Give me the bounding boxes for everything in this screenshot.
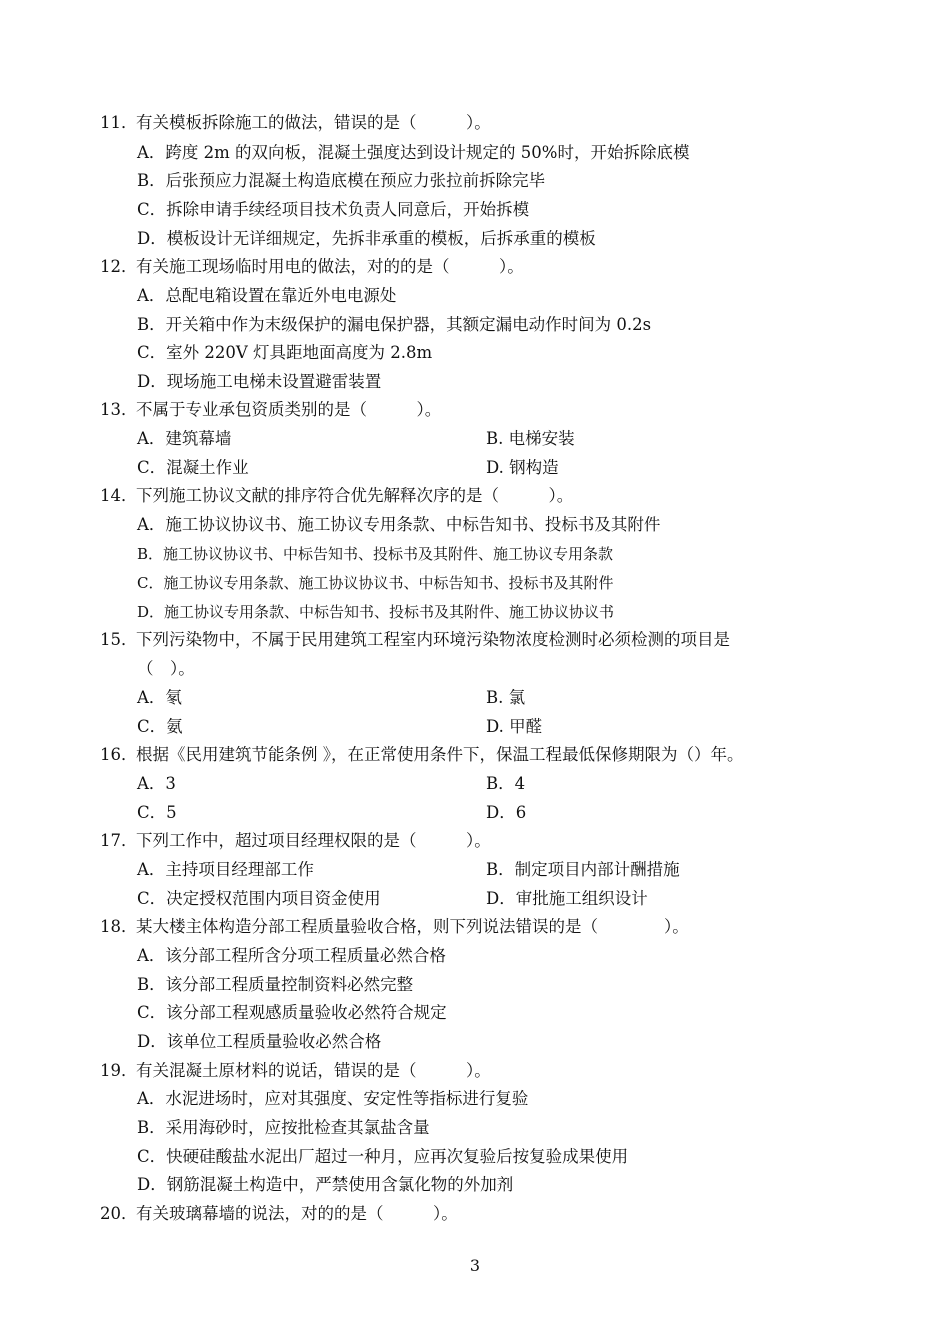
option: A．氡 bbox=[137, 688, 182, 707]
option: C．施工协议专用条款、施工协议协议书、中标告知书、投标书及其附件 bbox=[137, 574, 614, 592]
option: A．总配电箱设置在靠近外电电源处 bbox=[137, 286, 397, 305]
option: A．主持项目经理部工作 bbox=[137, 860, 314, 879]
question-text-continued: （ ）。 bbox=[137, 659, 195, 678]
option: B．后张预应力混凝土构造底模在预应力张拉前拆除完毕 bbox=[137, 171, 546, 190]
question-11: 11．有关模板拆除施工的做法，错误的是（ ）。 bbox=[100, 113, 491, 132]
question-text: 不属于专业承包资质类别的是（ ）。 bbox=[136, 400, 442, 419]
question-13: 13．不属于专业承包资质类别的是（ ）。 bbox=[100, 400, 442, 419]
question-17: 17．下列工作中，超过项目经理权限的是（ ）。 bbox=[100, 831, 491, 850]
question-12: 12．有关施工现场临时用电的做法，对的的是（ ）。 bbox=[100, 257, 524, 276]
question-text: 下列施工协议文献的排序符合优先解释次序的是（ ）。 bbox=[136, 486, 574, 505]
option: B．4 bbox=[486, 774, 526, 793]
option: B．开关箱中作为末级保护的漏电保护器，其额定漏电动作时间为 0.2s bbox=[137, 315, 652, 334]
option: C．室外 220V 灯具距地面高度为 2.8m bbox=[137, 343, 433, 362]
option: D．模板设计无详细规定，先拆非承重的模板，后拆承重的模板 bbox=[137, 229, 596, 248]
option: B．施工协议协议书、中标告知书、投标书及其附件、施工协议专用条款 bbox=[137, 545, 614, 563]
option: B. 氯 bbox=[486, 688, 526, 707]
question-text: 有关模板拆除施工的做法，错误的是（ ）。 bbox=[136, 113, 491, 132]
option: D．审批施工组织设计 bbox=[486, 889, 648, 908]
option: C．该分部工程观感质量验收必然符合规定 bbox=[137, 1003, 447, 1022]
option: D. 钢构造 bbox=[486, 458, 559, 477]
option: A．建筑幕墙 bbox=[137, 429, 232, 448]
question-14: 14．下列施工协议文献的排序符合优先解释次序的是（ ）。 bbox=[100, 486, 574, 505]
option: D．现场施工电梯未设置避雷装置 bbox=[137, 372, 382, 391]
option: B. 电梯安装 bbox=[486, 429, 575, 448]
question-20: 20．有关玻璃幕墙的说法，对的的是（ ）。 bbox=[100, 1204, 458, 1223]
option: A．3 bbox=[137, 774, 176, 793]
question-15: 15．下列污染物中，不属于民用建筑工程室内环境污染物浓度检测时必须检测的项目是 bbox=[100, 630, 730, 649]
question-text: 有关施工现场临时用电的做法，对的的是（ ）。 bbox=[136, 257, 524, 276]
option: B．制定项目内部计酬措施 bbox=[486, 860, 680, 879]
option: A．跨度 2m 的双向板，混凝土强度达到设计规定的 50%时，开始拆除底模 bbox=[137, 143, 690, 162]
option: C．混凝土作业 bbox=[137, 458, 249, 477]
option: D．该单位工程质量验收必然合格 bbox=[137, 1032, 382, 1051]
question-text: 某大楼主体构造分部工程质量验收合格，则下列说法错误的是（ ）。 bbox=[136, 917, 689, 936]
question-text: 根据《民用建筑节能条例 》，在正常使用条件下，保温工程最低保修期限为（）年。 bbox=[136, 745, 744, 764]
option: D．施工协议专用条款、中标告知书、投标书及其附件、施工协议协议书 bbox=[137, 603, 615, 621]
option: B．采用海砂时，应按批检查其氯盐含量 bbox=[137, 1118, 430, 1137]
question-text: 有关玻璃幕墙的说法，对的的是（ ）。 bbox=[136, 1204, 458, 1223]
option: C．决定授权范围内项目资金使用 bbox=[137, 889, 381, 908]
question-text: 下列工作中，超过项目经理权限的是（ ）。 bbox=[136, 831, 491, 850]
option: D．钢筋混凝土构造中，严禁使用含氯化物的外加剂 bbox=[137, 1175, 514, 1194]
question-19: 19．有关混凝土原材料的说话，错误的是（ ）。 bbox=[100, 1061, 491, 1080]
option: A．水泥进场时，应对其强度、安定性等指标进行复验 bbox=[137, 1089, 529, 1108]
option: C．氨 bbox=[137, 717, 183, 736]
question-18: 18．某大楼主体构造分部工程质量验收合格，则下列说法错误的是（ ）。 bbox=[100, 917, 689, 936]
option: D. 甲醛 bbox=[486, 717, 543, 736]
option: A．施工协议协议书、施工协议专用条款、中标告知书、投标书及其附件 bbox=[137, 515, 661, 534]
option: D．6 bbox=[486, 803, 527, 822]
question-text: 有关混凝土原材料的说话，错误的是（ ）。 bbox=[136, 1061, 491, 1080]
option: C．拆除申请手续经项目技术负责人同意后，开始拆模 bbox=[137, 200, 530, 219]
page-number: 3 bbox=[469, 1256, 481, 1275]
option: B．该分部工程质量控制资料必然完整 bbox=[137, 975, 414, 994]
option: A．该分部工程所含分项工程质量必然合格 bbox=[137, 946, 446, 965]
option: C．快硬硅酸盐水泥出厂超过一种月，应再次复验后按复验成果使用 bbox=[137, 1147, 629, 1166]
question-16: 16．根据《民用建筑节能条例 》，在正常使用条件下，保温工程最低保修期限为（）年。 bbox=[100, 745, 744, 764]
option: C．5 bbox=[137, 803, 177, 822]
question-text: 下列污染物中，不属于民用建筑工程室内环境污染物浓度检测时必须检测的项目是 bbox=[136, 630, 730, 649]
